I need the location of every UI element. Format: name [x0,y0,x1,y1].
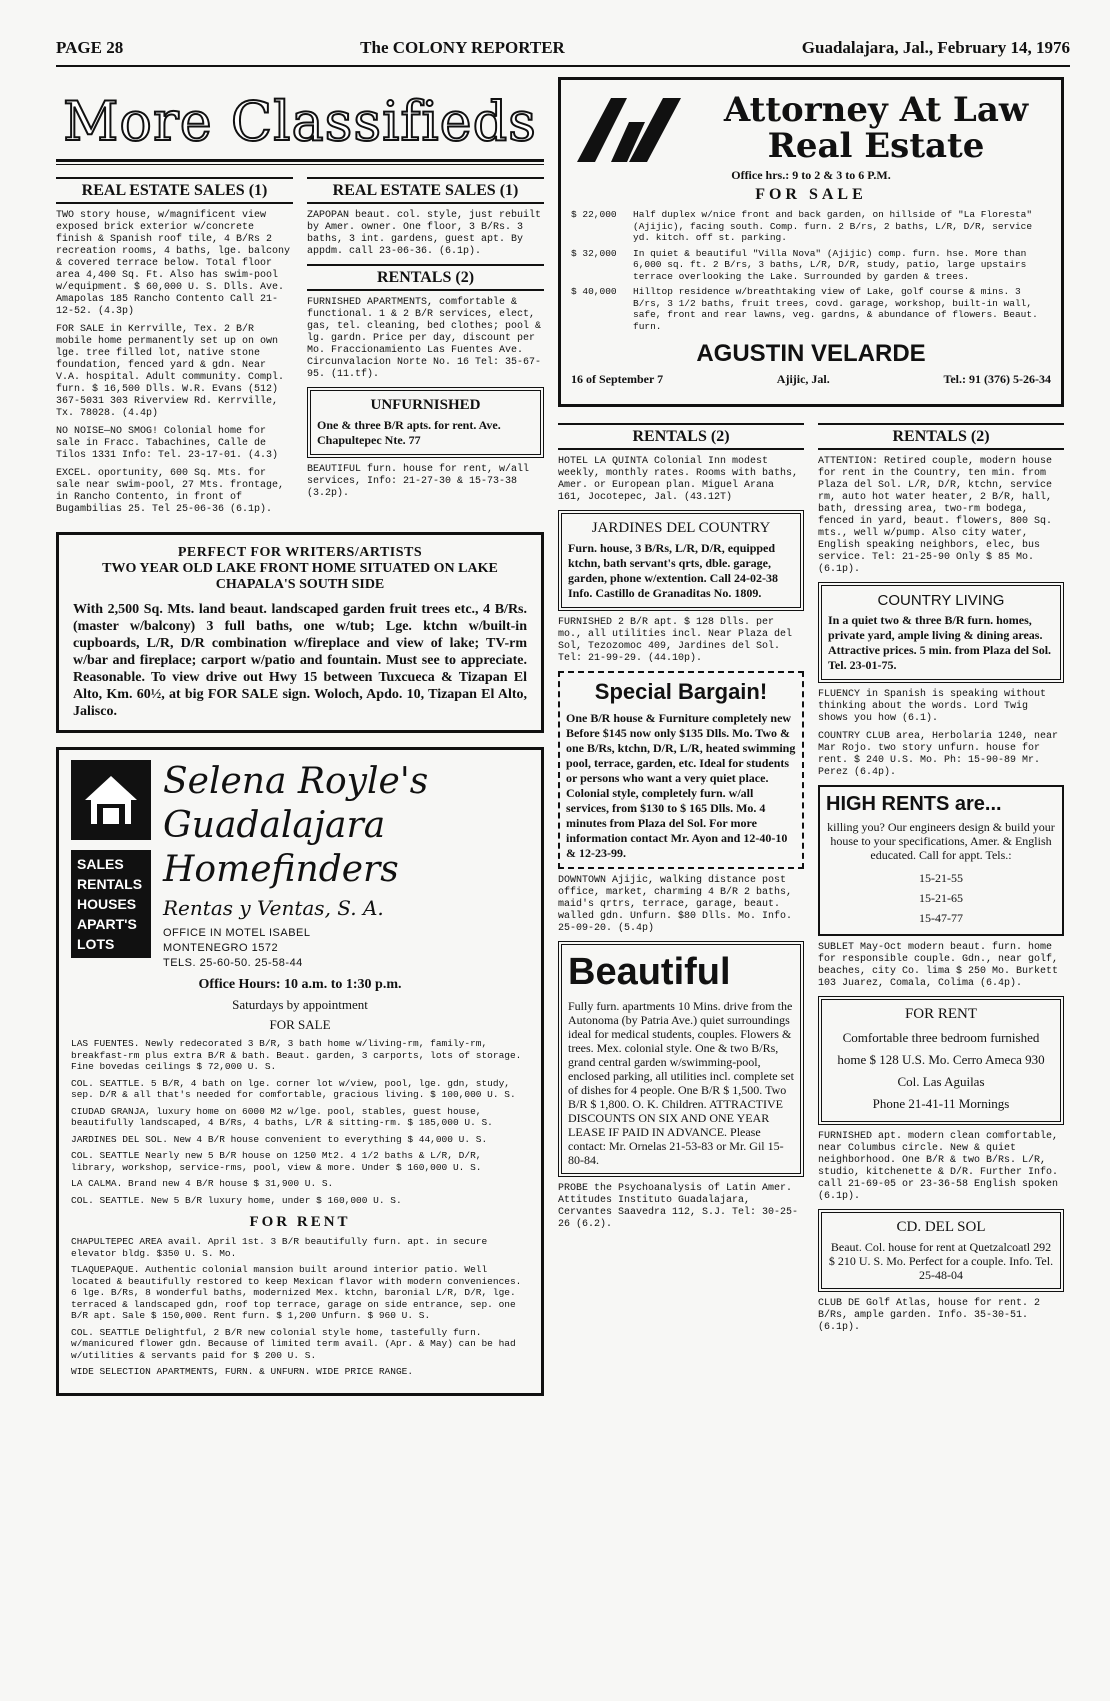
real-estate-heading: REAL ESTATE SALES (1) [307,177,544,204]
listing: CHAPULTEPEC AREA avail. April 1st. 3 B/R beautifully furn. apt. in secure elevator bldg. $350 U. S. Mo. [71,1236,488,1259]
saturdays-note: Saturdays by appointment [232,997,368,1012]
for-sale-heading: FOR SALE [755,186,867,203]
bargain-box [558,671,804,869]
attorney-contact [571,372,1051,387]
badge: LOTS [77,936,115,952]
box-body: Furn. house, 3 B/Rs, L/R, D/R, equipped ktchn, bath servant's qrts, dble. garage, garden, phone w/extention. Call 24-02-38 Info. Castillo de Granaditas No. 1809. [568,541,778,600]
office-line: MONTENEGRO 1572 [163,942,279,954]
badge: HOUSES [77,896,137,912]
classified-ad: FLUENCY in Spanish is speaking without thinking about the words. Lord Twig shows you how (6.1). [818,689,1047,724]
agency-subtitle: Rentas y Ventas, S. A. [163,896,384,920]
agency-logo [71,760,151,971]
box-title: FOR RENT [904,1006,978,1022]
column-2 [307,171,544,522]
box-body: Comfortable three bedroom furnished home $ 128 U.S. Mo. Cerro Ameca 930 Col. Las Aguilas [837,1030,1045,1089]
listing: COL. SEATTLE Delightful, 2 B/R new colonial style home, tastefully furn. w/manicured flower gdn. Because of limited term avail. (Apr. & May) can be had w/utilities & servants paid for $ 200 U. S. [71,1326,516,1361]
high-rents-title: HIGH RENTS are... [826,793,1002,815]
property-listing [571,286,1051,332]
jardines-box [558,510,804,611]
office-phones: TELS. 25-60-50. 25-58-44 [163,957,303,969]
box-title: JARDINES DEL COUNTRY [591,520,771,536]
classified-ad: TWO story house, w/magnificent view exposed brick exterior w/concrete finish & Spanish roof tile, 4 B/Rs 2 recreation rooms, 4 baths, lge. balcony & covered terrace below. Total floor area 4,400 Sq. Ft. Also has swim-pool w/equipment. $ 60,000 U. S. Dlls. Ave. Amapolas 185 Rancho Contento Call 21-12-52. (4.3p) [56,210,291,317]
property-price: $ 40,000 [571,286,617,297]
attorney-town: Ajijic, Jal. [776,372,830,386]
ad-subheadline: TWO YEAR OLD LAKE FRONT HOME SITUATED ON LAKE CHAPALA'S SOUTH SIDE [102,561,498,592]
office-line: OFFICE IN MOTEL ISABEL [163,927,311,939]
attorney-address: 16 of September 7 [571,372,664,386]
box-body: Beaut. Col. house for rent at Quetzalcoatl 292 $ 210 U. S. Mo. Perfect for a couple. Info. Tel. 25-48-04 [828,1240,1054,1282]
box-title: CD. DEL SOL [896,1219,986,1235]
phone-number: 15-21-65 [919,891,963,905]
box-title: COUNTRY LIVING [877,592,1005,609]
agency-name: Selena Royle's [163,761,429,802]
country-living-box [818,582,1064,683]
listing: LAS FUENTES. Newly redecorated 3 B/R, 3 bath home w/living-rm, family-rm, breakfast-rm plus extra B/R & bath. Beaut. garden, 3 carports, lots of storage. Fine bovedas ceilings $ 72,000 U. S. [71,1038,522,1072]
listing: CIUDAD GRANJA, luxury home on 6000 M2 w/lge. pool, stables, guest house, beautifully landscaped, 4 B/Rs, 4 baths, L/R & sitting-rm. $ 185,000 U. S. [71,1105,493,1128]
listing: WIDE SELECTION APARTMENTS, FURN. & UNFURN. WIDE PRICE RANGE. [71,1366,414,1377]
rentals-heading: RENTALS (2) [818,423,1064,450]
beautiful-box [558,941,804,1177]
listing: COL. SEATTLE. New 5 B/R luxury home, under $ 160,000 U. S. [71,1194,402,1206]
title-rule [56,159,544,165]
house-icon [71,760,151,840]
office-hours: Office Hours: 10 a.m. to 1:30 p.m. [198,977,402,992]
classified-ad: FURNISHED 2 B/R apt. $ 128 Dlls. per mo., all utilities incl. Near Plaza del Sol, Tezozomoc 409, Jardines del Sol. Tel: 21-99-29. (44.10p). [558,617,793,664]
title-line: Attorney At Law [723,90,1029,130]
attorney-name: AGUSTIN VELARDE [696,340,926,367]
page-header [56,38,1070,67]
for-rent-heading: FOR RENT [249,1214,351,1230]
phone-list [826,868,1056,928]
classified-ad: BEAUTIFUL furn. house for rent, w/all services, Info: 21-27-30 & 15-73-38 (3.2p). [307,464,530,499]
classified-ad: HOTEL LA QUINTA Colonial Inn modest weekly, monthly rates. Rooms with baths, Amer. or European plan. Miguel Arana 161, Jocotepec, Jal. (43.12T) [558,456,799,503]
classified-ad: FURNISHED apt. modern clean comfortable, near Columbus circle. New & quiet neighborhood. One B/R & two B/Rs. L/R, studio, kitchenette & D/R. Further Info. call 21-69-05 or 23-36-58 English spoken (6.1p). [818,1131,1059,1202]
ad-headline: PERFECT FOR WRITERS/ARTISTS [177,545,423,560]
av-logo-icon [571,88,691,168]
dateline: Guadalajara, Jal., February 14, 1976 [801,38,1070,57]
box-body: In a quiet two & three B/R furn. homes, private yard, ample living & dining areas. Attractive prices. 5 min. from Plaza del Sol. Tel. 23-01-75. [828,613,1052,672]
ad-body: With 2,500 Sq. Mts. land beaut. landscaped garden fruit trees etc., 4 B/Rs. (master w/balcony) 3 full baths, one w/tub; Lge. ktchn w/built-in cupboards, L/R, D/R combination w/fireplace and view of lake; TV-rm w/bar and fireplace; carport w/patio and fountain. Must see to appreciate. Reasonable. To view drive out Hwy 15 between Tuxcueca & Tizapan El Alto, Km. 60½, at big FOR SALE sign. Woloch, Apdo. 10, Tizapan El Alto, Jalisco. [73,602,527,719]
classified-ad: NO NOISE—NO SMOG! Colonial home for sale in Fracc. Tabachines, Calle de Tilos 1331 Info: Tel. 23-17-01. (4.3) [56,426,279,461]
column-3 [558,417,804,1340]
box-title: UNFURNISHED [370,397,481,413]
office-info [163,926,529,971]
classified-ad: FURNISHED APARTMENTS, comfortable & functional. 1 & 2 B/R services, elect, gas, tel. cleaning, bed clothes; pool & lg. gardn. Price per day, discount per Mo. Fraccionamiento Las Fuentes Ave. Circunvalacion Norte No. 16 Tel: 35-67-95. (11.tf). [307,297,542,380]
listing: TLAQUEPAQUE. Authentic colonial mansion built around interior patio. Well located & beautifully restored to keep Mexican flavor with modern conveniences. 6 lge. B/Rs, 8 wonderful baths, modernized Mex. ktchn, baronial L/R, D/R, lge. terraced & landscaped gdn, roof top terrace, garage on side entrance, sep. one B/R apt. Sale $ 150,000. Rent furn. $ 1,200 Unfurn. $ 960 U. S. [71,1264,522,1321]
agency-name-2: Guadalajara Homefinders [163,805,399,890]
property-text: In quiet & beautiful "Villa Nova" (Ajijic) comp. furn. hse. More than 6,000 sq. ft. 2 B/rs, 3 baths, L/R, D/R, study, patio, large upstairs terrace overlooking the Lake. Surrounded by garden & trees. [633,247,1027,282]
page-number: PAGE 28 [56,38,124,57]
attorney-phone: Tel.: 91 (376) 5-26-34 [943,372,1051,386]
for-rent-box [818,996,1064,1125]
high-rents-box [818,785,1064,936]
writers-ad [56,532,544,733]
property-text: Hilltop residence w/breathtaking view of Lake, golf course & mins. 3 B/rs, 3 1/2 baths, fruit trees, covd. garage, workshop, built-in wall, safe, front and rear lawns, veg. gardns, & abundance of flowers. Beaut. furn. [633,286,1038,332]
listing: COL. SEATTLE Nearly new 5 B/R house on 1250 Mt2. 4 1/2 baths & L/R, D/R, library, workshop, service-rms, pool, view & more. Under $ 160,000 U. S. [71,1150,482,1173]
phone-number: 15-47-77 [919,911,963,925]
box-body: One B/R house & Furniture completely new Before $145 now only $135 Dlls. Mo. Two & one B/Rs, ktchn, D/R, L/R, heated swimming pool, terrace, garden, etc. Ideal for students or persons who want a very quiet place. Colonial style, completely furn. w/all services, from $130 to $ 165 Dlls. Mo. 4 minutes from Plaza del Sol. For more information contact Mr. Ayon and 12-40-10 & 12-23-99. [566,711,796,860]
bargain-title: Special Bargain! [594,679,768,704]
box-body: killing you? Our engineers design & build your house to your specifications, Amer. & English educated. Call for appt. Tels.: [827,820,1055,862]
classified-ad: SUBLET May-Oct modern beaut. furn. home for responsible couple. Gdn., near golf, beaches, city Co. lima $ 250 Mo. Burkett 103 Juarez, Comala, Colima (6.4p). [818,942,1059,989]
rentals-heading: RENTALS (2) [307,264,544,291]
classified-ad: ATTENTION: Retired couple, modern house for rent in the Country, ten min. from Plaza del Sol. L/R, D/R, ktchn, service rm, auto hot water heater, 2 B/R, hall, bath, dressing area, two-rm bodega, fenced in yard, beaut. flowers, 800 Sq. mts., well w/pump. Also city water, English speaking neighbors, elec, bus service. Tel: 21-25-90 Only $ 85 Mo. (6.1p). [818,456,1053,575]
beautiful-title: Beautiful [568,951,731,993]
phone-number: 15-21-55 [919,871,963,885]
service-badges [71,850,151,958]
unfurnished-box [307,387,544,458]
column-1 [56,171,293,522]
cd-del-sol-box [818,1209,1064,1292]
real-estate-heading: REAL ESTATE SALES (1) [56,177,293,204]
title-line: Real Estate [767,126,985,166]
property-price: $ 32,000 [571,247,617,259]
for-sale-heading: FOR SALE [269,1017,331,1032]
classified-ad: ZAPOPAN beaut. col. style, just rebuilt by Amer. owner. One floor, 3 B/Rs. 3 baths, 3 int. gardens, guest apt. By appdm. call 23-06-36. (6.1p). [307,210,542,257]
office-hours: Office hrs.: 9 to 2 & 3 to 6 P.M. [731,168,891,182]
classified-ad: FOR SALE in Kerrville, Tex. 2 B/R mobile home permanently set up on own lge. tree filled lot, native stone foundation, fenced yard & gdn. Near V.A. hospital. Adult community. Compl. furn. $ 16,500 Dlls. W.R. Evans (512) 367-5031 303 Riverview Rd. Kerrville, Tx. 78028. (4.4p) [56,324,285,419]
classified-ad: CLUB DE Golf Atlas, house for rent. 2 B/Rs, ample garden. Info. 35-30-51. (6.1p). [818,1298,1041,1333]
attorney-ad [558,77,1064,407]
box-body: Fully furn. apartments 10 Mins. drive from the Autonoma (by Patria Ave.) quiet surroundings ideal for medical students, couples. Flowers & trees. Mex. colonial style. One & two B/Rs, grand central garden w/swimming-pool, enclosed parking, all utilities incl. complete set of dishes for 4 people. One B/R $ 1,500. Two B/R $ 1,800. O. K. Children. ATTRACTIVE DISCOUNTS ON SIX AND ONE YEAR LEASE IF PAID IN ADVANCE. Please contact: Mr. Ornelas 21-53-83 or Mr. Gil 15-80-84. [568,999,794,1167]
badge: RENTALS [77,876,143,892]
classified-ad: PROBE the Psychoanalysis of Latin Amer. Attitudes Instituto Guadalajara, Cervantes Saavedra 112, S.J. Tel: 30-25-26 (6.2). [558,1183,799,1230]
classified-ad: EXCEL. oportunity, 600 Sq. Mts. for sale near swim-pool, 27 Mts. frontage, in Rancho Contento, in front of Bugambilias 25. Tel 25-06-36 (6.1p). [56,468,285,515]
property-price: $ 22,000 [571,209,617,220]
paper-name: The COLONY REPORTER [360,38,565,57]
listing: COL. SEATTLE. 5 B/R, 4 bath on lge. corner lot w/view, pool, lge. gdn, study, sep. D/R & all that's needed for comfortable, gracious living. $ 100,000 U. S. [71,1077,516,1100]
listing: LA CALMA. Brand new 4 B/R house $ 31,900 U. S. [71,1178,334,1189]
left-column [56,77,544,1396]
column-4 [818,417,1064,1340]
box-body: One & three B/R apts. for rent. Ave. Chapultepec Nte. 77 [317,418,501,447]
right-column [558,77,1064,1396]
property-listing [571,209,1051,244]
classified-ad: COUNTRY CLUB area, Herbolaria 1240, near Mar Rojo. two story unfurn. house for rent. $ 240 U.S. Mo. Ph: 15-90-89 Mr. Perez (6.4p). [818,731,1059,778]
badge: SALES [77,856,124,872]
box-phone: Phone 21-41-11 Mornings [872,1096,1010,1111]
listing: JARDINES DEL SOL. New 4 B/R house convenient to everything $ 44,000 U. S. [71,1133,488,1145]
rentals-heading: RENTALS (2) [558,423,804,450]
attorney-title [701,92,1051,164]
section-title: More Classifieds [63,90,537,153]
badge: APART'S [77,916,137,932]
property-text: Half duplex w/nice front and back garden, on hillside of "La Floresta" (Ajijic), facing south. Comp. furn. 2 B/rs, 2 baths, L/R, D/R, service yd. kitch. off st. parking. [633,209,1033,243]
classified-ad: DOWNTOWN Ajijic, walking distance post office, market, charming 4 B/R 2 baths, maid's qrtrs, terrace, garage, beaut. walled gdn. Unfurn. $80 Dlls. Mo. Info. 25-09-20. (5.4p) [558,875,793,934]
homefinders-ad [56,747,544,1396]
property-listing [571,248,1051,283]
